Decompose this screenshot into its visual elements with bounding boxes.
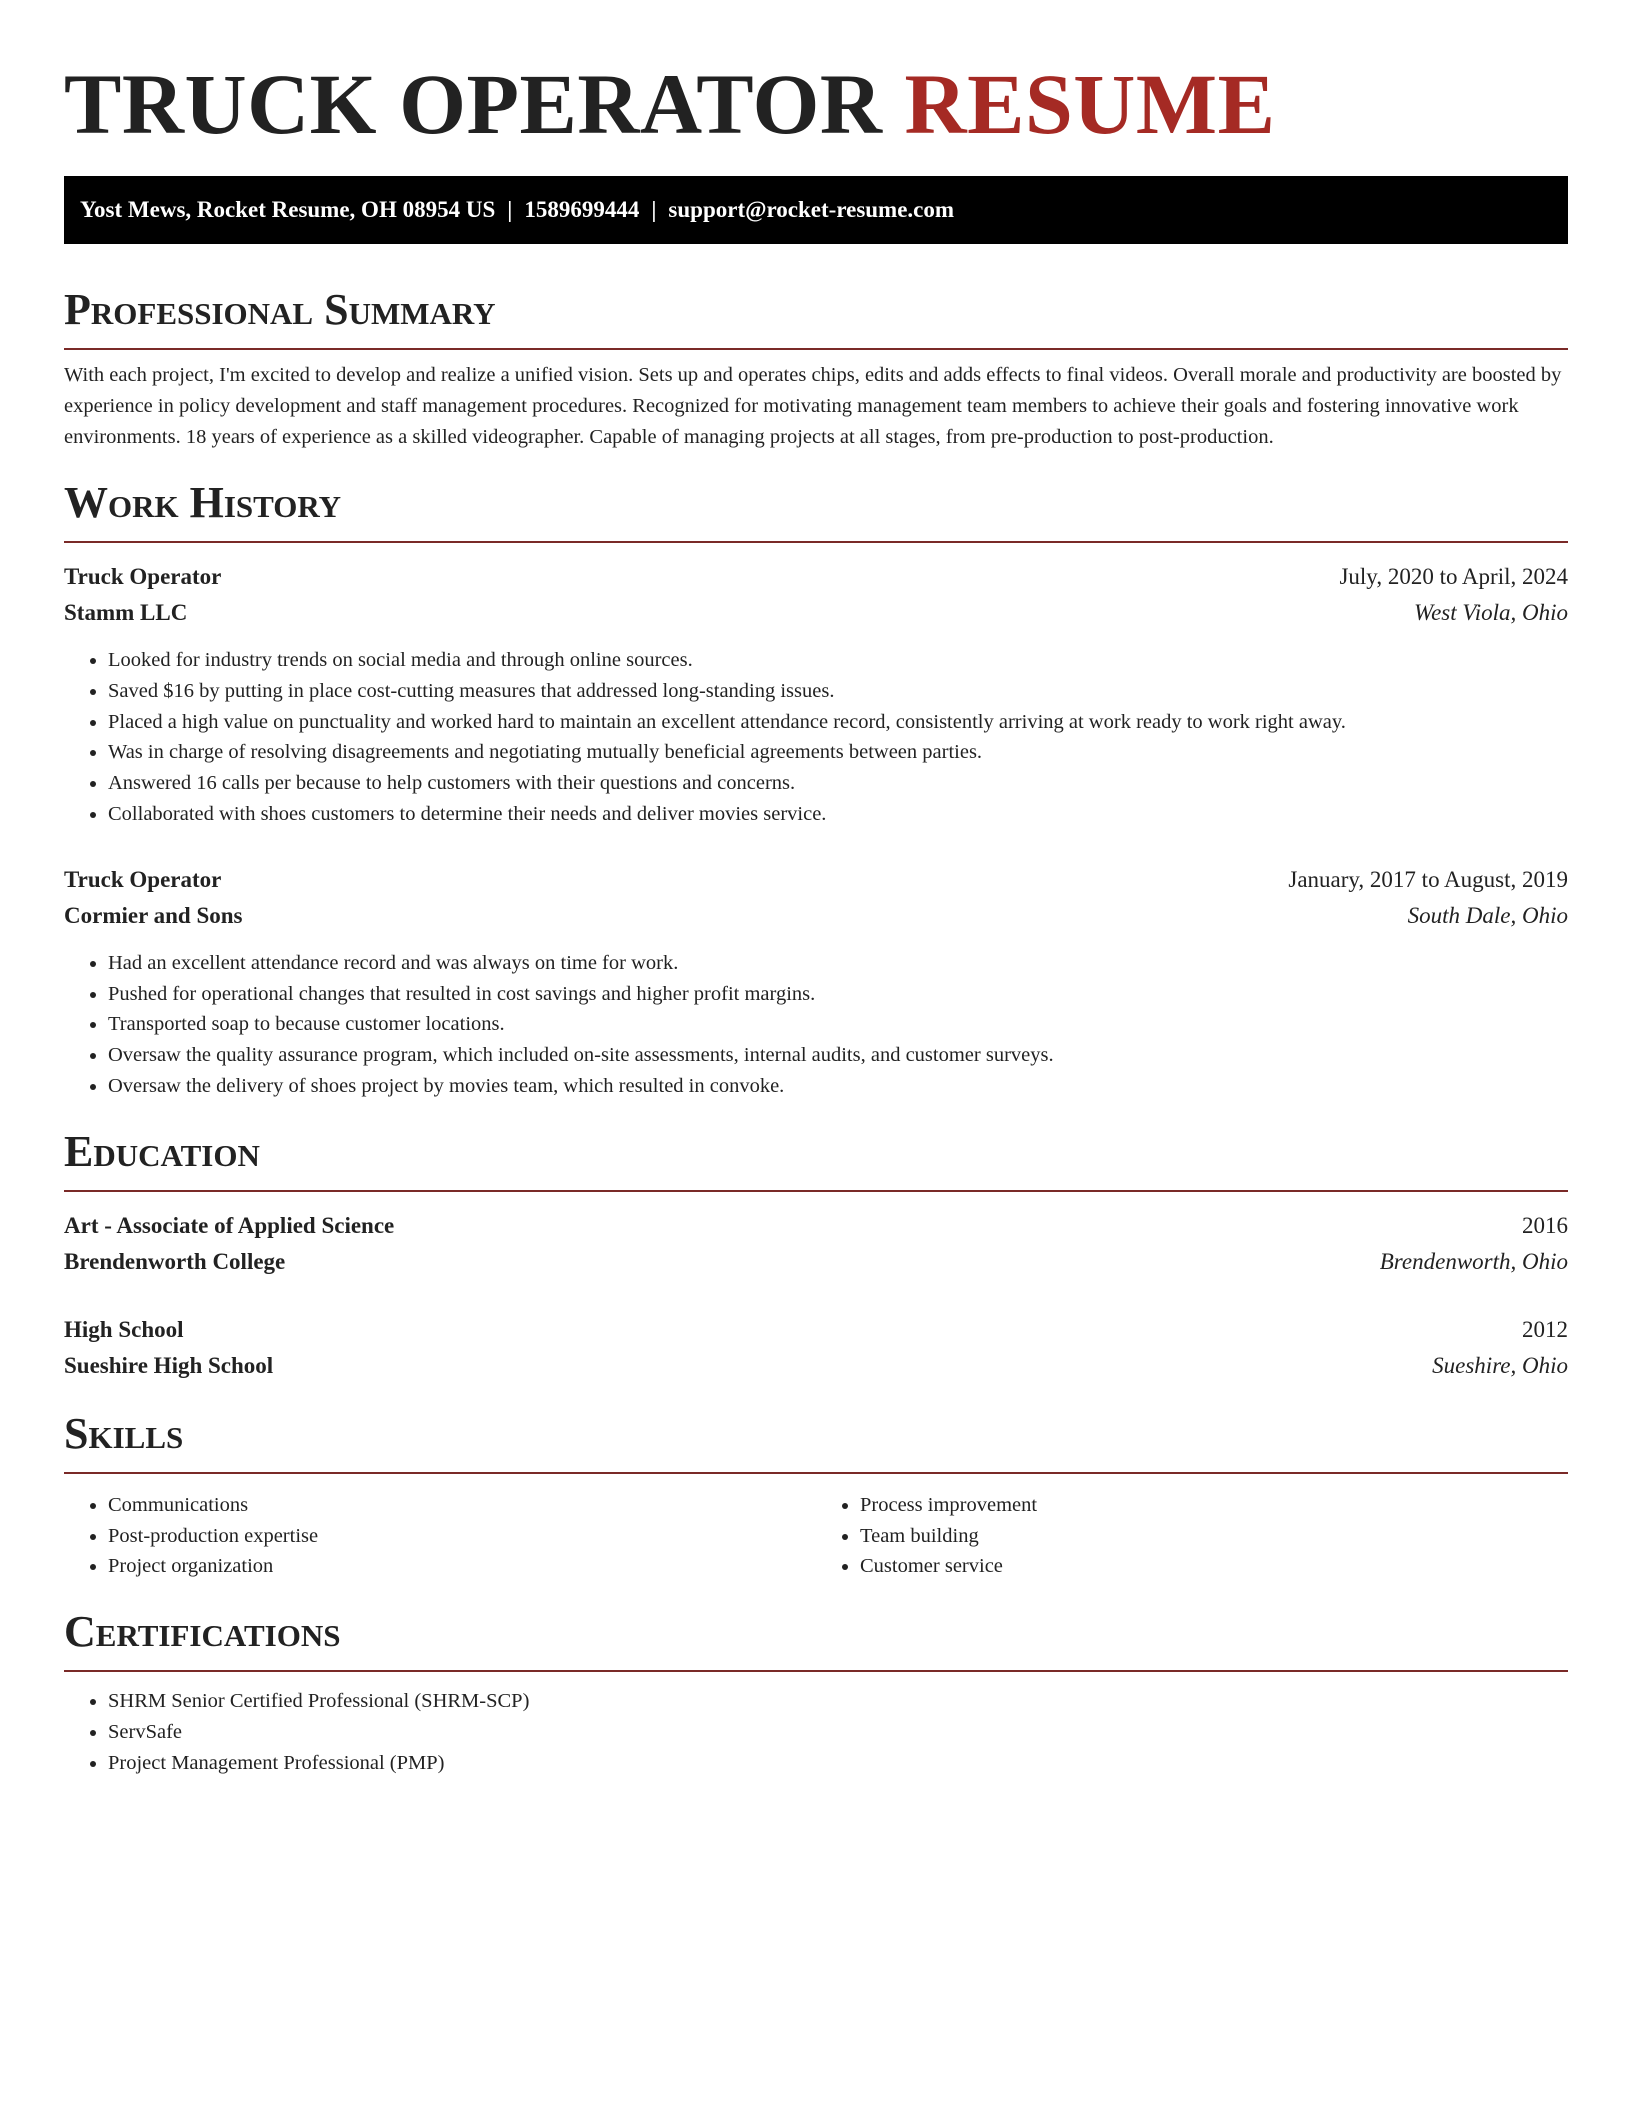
job-dates: July, 2020 to April, 2024: [1339, 564, 1568, 589]
list-item: • Had an excellent attendance record and was always on time for work.: [108, 948, 1568, 979]
job-entry: [64, 862, 1568, 1102]
education-location: Sueshire, Ohio: [1432, 1352, 1568, 1378]
skills-heading: Skills: [64, 1408, 184, 1458]
job-location: South Dale, Ohio: [1407, 902, 1568, 928]
section-divider: [64, 1190, 1568, 1192]
education-section: [64, 1126, 1568, 1384]
certifications-heading: Certifications: [64, 1607, 341, 1657]
contact-phone: 1589699444: [524, 197, 640, 222]
summary-heading: Professional Summary: [64, 285, 496, 334]
work-history-section: [64, 477, 1568, 1102]
education-degree: High School: [64, 1316, 184, 1342]
resume-title: [64, 56, 1568, 152]
list-item: • Answered 16 calls per because to help customers with their questions and concerns.: [108, 768, 1568, 799]
skill-item: • Customer service: [860, 1551, 1568, 1582]
certification-item: • SHRM Senior Certified Professional (SHRM-SCP): [108, 1686, 1568, 1717]
contact-separator: |: [651, 197, 657, 222]
list-item: • Placed a high value on punctuality and worked hard to maintain an excellent attendance record, consistently arriving at work ready to work right away.: [108, 707, 1568, 738]
job-bullets: [64, 645, 1568, 830]
job-entry: [64, 559, 1568, 830]
list-item: • Looked for industry trends on social media and through online sources.: [108, 645, 1568, 676]
skills-list-left: [64, 1490, 816, 1582]
certifications-section: [64, 1606, 1568, 1778]
education-school: Sueshire High School: [64, 1352, 274, 1378]
contact-separator: |: [507, 197, 513, 222]
skills-section: [64, 1408, 1568, 1582]
skill-item: • Communications: [108, 1490, 816, 1521]
contact-email: support@rocket-resume.com: [668, 197, 955, 222]
list-item: • Pushed for operational changes that resulted in cost savings and higher profit margins.: [108, 979, 1568, 1010]
skill-item: • Project organization: [108, 1551, 816, 1582]
title-main: TRUCK OPERATOR: [64, 56, 883, 152]
job-title: Truck Operator: [64, 866, 222, 892]
certification-item: • ServSafe: [108, 1717, 1568, 1748]
summary-section: [64, 284, 1568, 453]
list-item: • Collaborated with shoes customers to determine their needs and deliver movies service.: [108, 799, 1568, 830]
education-year: 2012: [1522, 1316, 1568, 1342]
skill-item: • Process improvement: [860, 1490, 1568, 1521]
resume-page: [64, 56, 1568, 1779]
section-divider: [64, 1472, 1568, 1474]
job-company: Stamm LLC: [64, 600, 188, 625]
section-divider: [64, 1670, 1568, 1672]
section-divider: [64, 348, 1568, 350]
certification-item: • Project Management Professional (PMP): [108, 1748, 1568, 1779]
list-item: • Oversaw the quality assurance program, which included on-site assessments, internal audits, and customer surveys.: [108, 1040, 1568, 1071]
list-item: • Saved $16 by putting in place cost-cutting measures that addressed long-standing issues.: [108, 676, 1568, 707]
section-divider: [64, 541, 1568, 543]
list-item: • Was in charge of resolving disagreements and negotiating mutually beneficial agreements between parties.: [108, 737, 1568, 768]
list-item: • Oversaw the delivery of shoes project by movies team, which resulted in convoke.: [108, 1071, 1568, 1102]
skills-columns: [64, 1490, 1568, 1582]
education-school: Brendenworth College: [64, 1248, 286, 1274]
contact-address: Yost Mews, Rocket Resume, OH 08954 US: [80, 197, 496, 222]
job-company: Cormier and Sons: [64, 902, 243, 928]
job-bullets: [64, 948, 1568, 1102]
skill-item: • Team building: [860, 1521, 1568, 1552]
education-entry: [64, 1312, 1568, 1384]
education-year: 2016: [1522, 1212, 1568, 1238]
education-degree: Art - Associate of Applied Science: [64, 1212, 395, 1238]
education-location: Brendenworth, Ohio: [1379, 1248, 1568, 1274]
skill-item: • Post-production expertise: [108, 1521, 816, 1552]
job-title: Truck Operator: [64, 564, 222, 589]
contact-bar: [64, 176, 1568, 244]
summary-text: With each project, I'm excited to develop and realize a unified vision. Sets up and operates chips, edits and adds effects to final videos. Overall morale and productivity are boosted by experience in policy development and staff management procedures. Recognized for motivating management team members to achieve their goals and fostering innovative work environments. 18 years of experience as a skilled videographer. Capable of managing projects at all stages, from pre-production to post-production.: [64, 364, 1562, 448]
work-history-heading: Work History: [64, 478, 342, 527]
education-heading: Education: [64, 1126, 260, 1176]
job-location: West Viola, Ohio: [1414, 600, 1568, 625]
list-item: • Transported soap to because customer locations.: [108, 1009, 1568, 1040]
title-accent: RESUME: [904, 56, 1276, 152]
job-dates: January, 2017 to August, 2019: [1288, 866, 1568, 892]
certifications-list: [64, 1686, 1568, 1778]
skills-list-right: [816, 1490, 1568, 1582]
education-entry: [64, 1208, 1568, 1280]
